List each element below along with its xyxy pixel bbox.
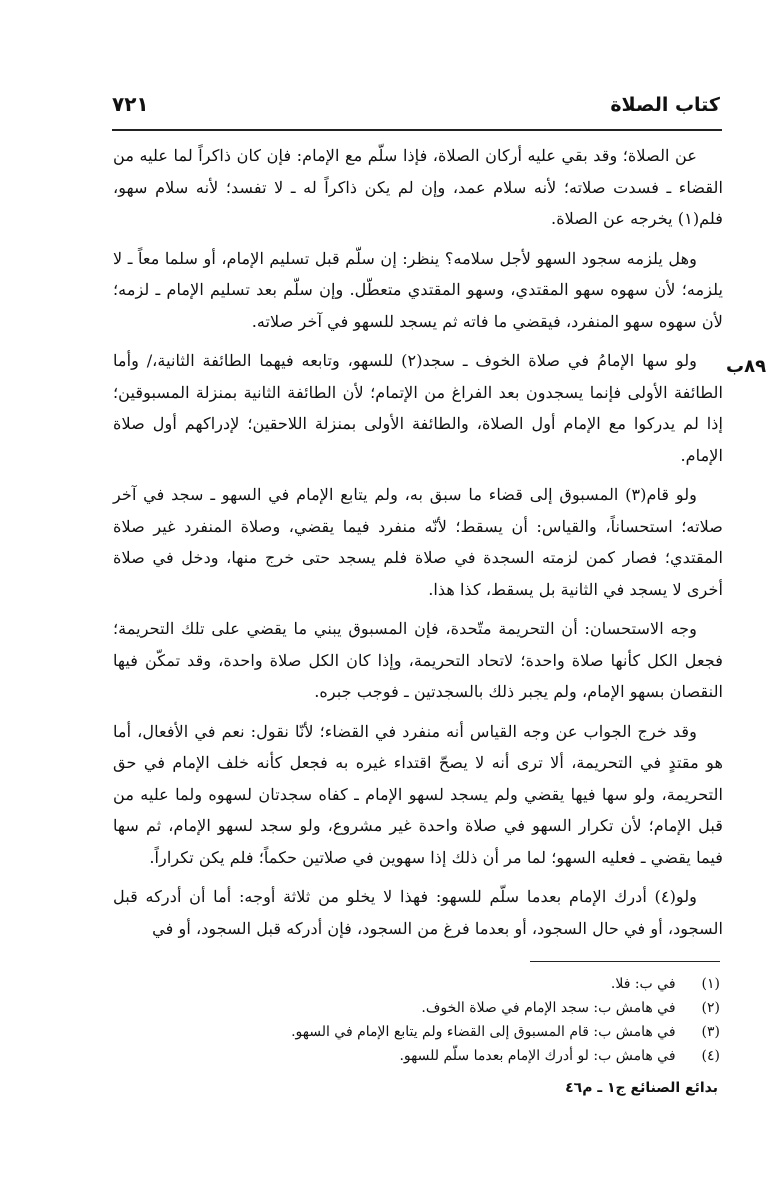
paragraph: وجه الاستحسان: أن التحريمة متّحدة، فإن المسبوق يبني ما يقضي على تلك التحريمة؛ فجعل الكل كأنها صلاة واحدة؛ لاتحاد التحريمة، وإذا كان الكل صلاة واحدة، وقد تمكّن فيها النقصان بسهو الإمام، ولم يجبر ذلك بالسجدتين ـ فوجب جبره.: [113, 619, 723, 701]
footnote-number: (٤): [701, 1048, 720, 1064]
footnote-text: في هامش ب: قام المسبوق إلى القضاء ولم يتابع الإمام في السهو.: [291, 1024, 676, 1040]
footnote-number: (١): [701, 976, 720, 992]
footnote-number: (٣): [701, 1024, 720, 1040]
footnote: [110, 972, 720, 996]
footnotes: [110, 972, 720, 1068]
footnote-text: في هامش ب: سجد الإمام في صلاة الخوف.: [421, 1000, 676, 1016]
paragraph: وهل يلزمه سجود السهو لأجل سلامه؟ ينظر: إن سلّم قبل تسليم الإمام، أو سلما معاً ـ لا يلزمه؛ لأن سهوه سهو المقتدي، وسهو المقتدي متعطّل. وإن سلّم بعد تسليم الإمام ـ لزمه؛ لأن سهوه سهو المنفرد، فيقضي ما فاته ثم يسجد للسهو في آخر صلاته.: [113, 248, 723, 331]
footnote-rule: [530, 961, 720, 962]
footnote: [110, 1044, 720, 1068]
margin-folio-note: ٨٩ب: [726, 356, 767, 377]
header-rule: [112, 129, 722, 131]
body-text: [113, 140, 723, 952]
paragraph: عن الصلاة؛ وقد بقي عليه أركان الصلاة، فإذا سلّم مع الإمام: فإن كان ذاكراً لما عليه من القضاء ـ فسدت صلاته؛ لأنه سلام عمد، وإن لم يكن ذاكراً له ـ لا تفسد؛ لأنه سلام سهو، فلم(١) يخرجه عن الصلاة.: [113, 146, 723, 228]
paragraph: ولو سها الإمامُ في صلاة الخوف ـ سجد(٢) للسهو، وتابعه فيهما الطائفة الثانية،/ وأما الطائفة الأولى فإنما يسجدون بعد الفراغ من الإتمام؛ لأن الطائفة الثانية بمنزلة المسبوقين؛ إذا لم يدركوا مع الإمام أول الصلاة، والطائفة الأولى بمنزلة اللاحقين؛ لإدراكهم أول صلاة الإمام.: [113, 351, 723, 465]
paragraph: ولو(٤) أدرك الإمام بعدما سلّم للسهو: فهذا لا يخلو من ثلاثة أوجه: أما أن أدركه قبل السجود، أو في حال السجود، أو بعدما فرغ من السجود، فإن أدركه قبل السجود، أو في: [113, 887, 723, 938]
footnote: [110, 996, 720, 1020]
footnote-text: في هامش ب: لو أدرك الإمام بعدما سلّم للسهو.: [399, 1048, 676, 1064]
footnote-text: في ب: فلا.: [610, 976, 676, 992]
paragraph: وقد خرج الجواب عن وجه القياس أنه منفرد في القضاء؛ لأنّا نقول: نعم في الأفعال، أما هو مقتدٍ في التحريمة، ألا ترى أنه لا يصحّ اقتداء غيره به فجعل كأنه خلف الإمام في حق التحريمة، ولو سها فيها يقضي ولم يسجد لسهو الإمام ـ كفاه سجدتان لسهوه ولما عليه من قبل الإمام؛ لأن تكرار السهو في صلاة واحدة غير مشروع، ولو سجد لسهو الإمام، ثم سها فيما يقضي ـ فعليه السهو؛ لما مر أن ذلك إذا سهوين في صلاتين حكماً؛ فلم يكن تكراراً.: [113, 721, 723, 867]
page-header: [112, 92, 720, 126]
footnote-number: (٢): [701, 1000, 720, 1016]
running-title: كتاب الصلاة: [610, 94, 720, 116]
page-number: ٧٢١: [112, 92, 149, 116]
footnote: [110, 1020, 720, 1044]
paragraph: ولو قام(٣) المسبوق إلى قضاء ما سبق به، ولم يتابع الإمام في السهو ـ سجد في آخر صلاته؛ استحساناً، والقياس: أن يسقط؛ لأنّه منفرد فيما يقضي، وصلاة المنفرد غير صلاة المقتدي؛ فصار كمن لزمته السجدة في صلاة فلم يسجد حتى خرج منها، ودخل في صلاة أخرى لا يسجد في الثانية بل يسقط، كذا هذا.: [113, 485, 724, 599]
signature-line: بدائع الصنائع ج١ ـ م٤٦: [565, 1080, 718, 1096]
